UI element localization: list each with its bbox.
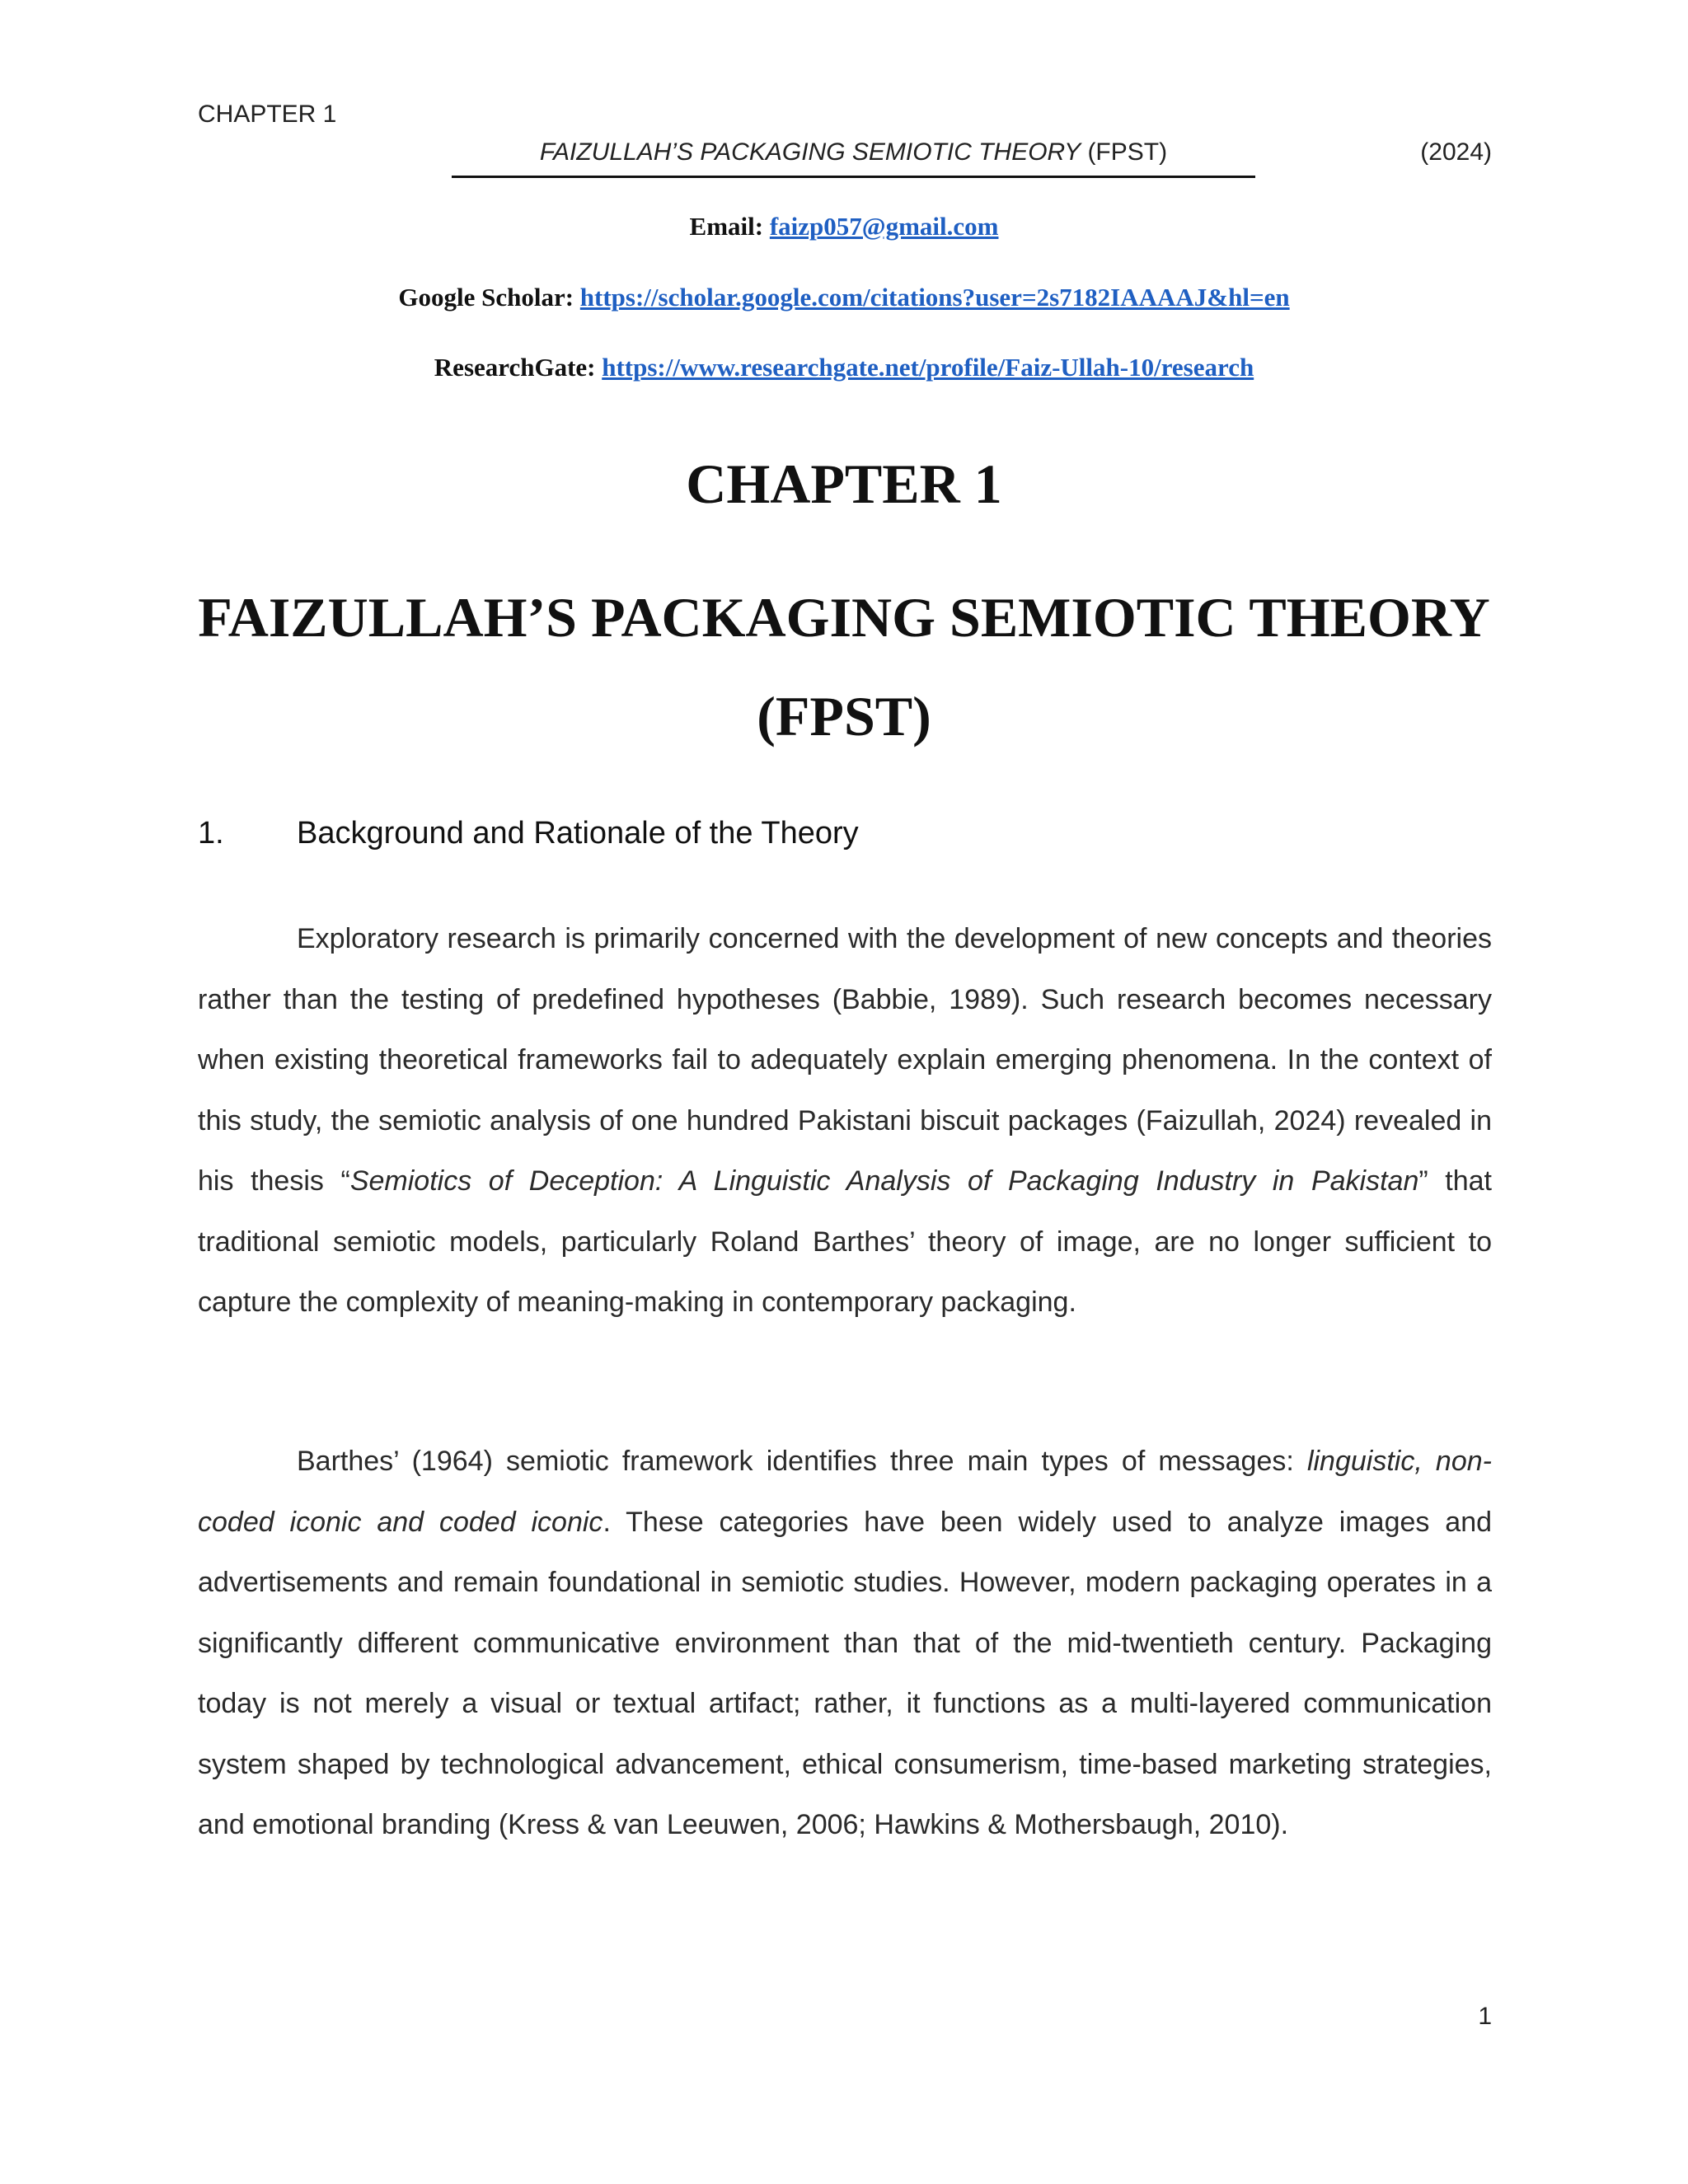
running-title-italic: FAIZULLAH’S PACKAGING SEMIOTIC THEORY [539, 138, 1081, 166]
section-heading [198, 816, 859, 851]
researchgate-line [0, 353, 1688, 382]
google-scholar-link[interactable]: https://scholar.google.com/citations?user=2s7182IAAAAJ&hl=en [579, 283, 1290, 312]
researchgate-link[interactable]: https://www.researchgate.net/profile/Faiz-Ullah-10/research [602, 353, 1254, 382]
google-scholar-label: Google Scholar: [398, 283, 580, 312]
paragraph2-message-types: linguistic, non-coded iconic and coded iconic [198, 1446, 1492, 1538]
header-chapter-label: CHAPTER 1 [198, 101, 337, 128]
section-number: 1. [198, 816, 224, 851]
paragraph2-text-a: Barthes’ (1964) semiotic framework identifies three main types of messages: [297, 1446, 1307, 1477]
theory-title-line1: FAIZULLAH’S PACKAGING SEMIOTIC THEORY [198, 586, 1490, 649]
theory-title-line2: (FPST) [757, 685, 931, 748]
paragraph1-text-a: Exploratory research is primarily concerned with the development of new concepts and theories rather than the testing of predefined hypotheses (Babbie, 1989). Such research becomes necessary when existing theoretical frameworks fail to adequately explain emerging phenomena. In the context of this study, the semiotic analysis of one hundred Pakistani biscuit packages (Faizullah, 2024) revealed in his thesis “ [198, 923, 1492, 1197]
paragraph1-thesis-title: Semiotics of Deception: A Linguistic Analysis of Packaging Industry in Pakistan [349, 1165, 1419, 1197]
running-header-title [452, 138, 1255, 166]
google-scholar-line [0, 283, 1688, 312]
body-paragraph-1 [198, 909, 1492, 1333]
email-link[interactable]: faizp057@gmail.com [769, 212, 999, 241]
page-number: 1 [1478, 2003, 1492, 2030]
chapter-title: CHAPTER 1 [686, 452, 1002, 515]
researchgate-label: ResearchGate: [434, 353, 603, 382]
email-label: Email: [689, 212, 770, 241]
email-line [0, 212, 1688, 241]
body-paragraph-2 [198, 1432, 1492, 1856]
section-heading-text: Background and Rationale of the Theory [297, 816, 859, 851]
paragraph1-text-c: ” that traditional semiotic models, particularly Roland Barthes’ theory of image, are no longer sufficient to capture the complexity of meaning-making in contemporary packaging. [198, 1165, 1492, 1318]
running-title-suffix: (FPST) [1081, 138, 1168, 166]
paragraph2-text-c: . These categories have been widely used to analyze images and advertisements and remain foundational in semiotic studies. However, modern packaging operates in a significantly different communicative environment than that of the mid-twentieth century. Packaging today is not merely a visual or textual artifact; rather, it functions as a multi-layered communication system shaped by technological advancement, ethical consumerism, time-based marketing strategies, and emotional branding (Kress & van Leeuwen, 2006; Hawkins & Mothersbaugh, 2010). [198, 1506, 1493, 1840]
header-year: (2024) [1420, 138, 1492, 166]
header-rule [452, 176, 1255, 178]
